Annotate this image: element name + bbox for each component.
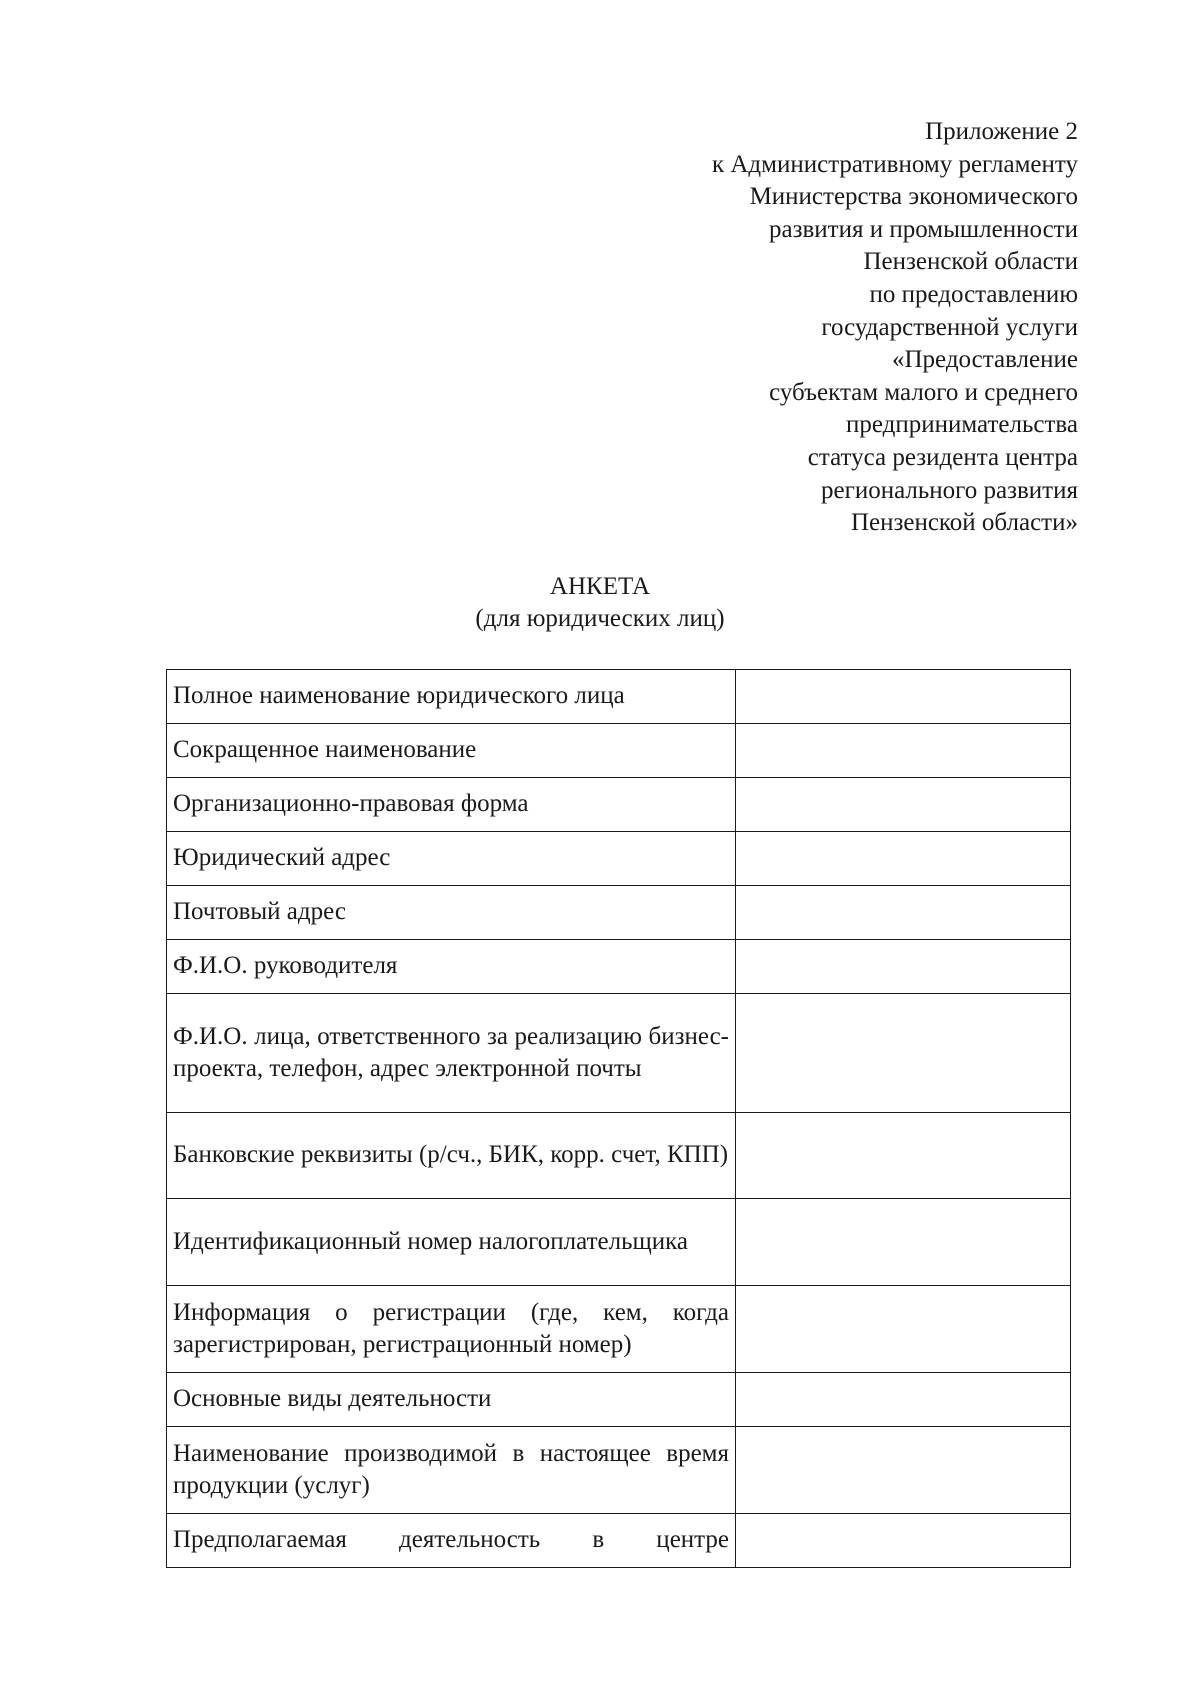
row-label: Основные виды деятельности [167, 1373, 736, 1427]
row-label: Информация о регистрации (где, кем, когда зарегистрирован, регистрационный номер) [167, 1286, 736, 1373]
row-label: Сокращенное наименование [167, 724, 736, 778]
title-main: АНКЕТА [549, 573, 651, 600]
table-row [167, 1373, 1071, 1427]
appendix-header-line: Пензенской области» [850, 509, 1078, 537]
table-row [167, 886, 1071, 940]
row-label: Организационно-правовая форма [167, 778, 736, 832]
appendix-header-line: субъектам малого и среднего [769, 378, 1078, 406]
document-title [0, 571, 1200, 635]
row-value-field[interactable] [736, 1113, 1071, 1199]
row-label: Почтовый адрес [167, 886, 736, 940]
appendix-header-line: предпринимательства [846, 411, 1078, 439]
table-row [167, 724, 1071, 778]
table-row [167, 1286, 1071, 1373]
row-label: Наименование производимой в настоящее время продукции (услуг) [167, 1427, 736, 1514]
title-subtitle: (для юридических лиц) [475, 605, 725, 632]
table-row [167, 1113, 1071, 1199]
appendix-header-line: Министерства экономического [749, 183, 1078, 211]
row-value-field[interactable] [736, 1514, 1071, 1568]
table-row [167, 940, 1071, 994]
appendix-header-line: статуса резидента центра [807, 443, 1078, 471]
table-row [167, 994, 1071, 1113]
row-label: Ф.И.О. лица, ответственного за реализацию бизнес-проекта, телефон, адрес электронной почты [167, 994, 736, 1113]
row-label: Ф.И.О. руководителя [167, 940, 736, 994]
appendix-header [712, 116, 1078, 540]
table-row [167, 1514, 1071, 1568]
appendix-header-line: по предоставлению [869, 280, 1078, 308]
appendix-header-line: развития и промышленности [769, 215, 1078, 243]
row-value-field[interactable] [736, 724, 1071, 778]
row-value-field[interactable] [736, 1199, 1071, 1286]
appendix-header-line: регионального развития [820, 476, 1078, 504]
row-value-field[interactable] [736, 778, 1071, 832]
row-value-field[interactable] [736, 1373, 1071, 1427]
row-label: Юридический адрес [167, 832, 736, 886]
appendix-header-line: Приложение 2 [925, 118, 1078, 145]
row-value-field[interactable] [736, 832, 1071, 886]
row-label: Полное наименование юридического лица [167, 670, 736, 724]
appendix-header-line: к Административному регламенту [711, 150, 1078, 178]
appendix-header-line: государственной услуги [821, 313, 1078, 341]
row-value-field[interactable] [736, 886, 1071, 940]
appendix-header-line: «Предоставление [892, 346, 1078, 374]
appendix-header-line: Пензенской области [863, 248, 1078, 276]
table-row [167, 778, 1071, 832]
row-value-field[interactable] [736, 940, 1071, 994]
row-value-field[interactable] [736, 994, 1071, 1113]
row-label: Идентификационный номер налогоплательщика [167, 1199, 736, 1286]
row-label: Предполагаемая деятельность в центре [167, 1514, 736, 1568]
table-row [167, 1199, 1071, 1286]
table-row [167, 832, 1071, 886]
row-label: Банковские реквизиты (р/сч., БИК, корр. счет, КПП) [167, 1113, 736, 1199]
table-row [167, 670, 1071, 724]
row-value-field[interactable] [736, 1427, 1071, 1514]
table-row [167, 1427, 1071, 1514]
row-value-field[interactable] [736, 670, 1071, 724]
questionnaire-table [166, 669, 1071, 1568]
row-value-field[interactable] [736, 1286, 1071, 1373]
